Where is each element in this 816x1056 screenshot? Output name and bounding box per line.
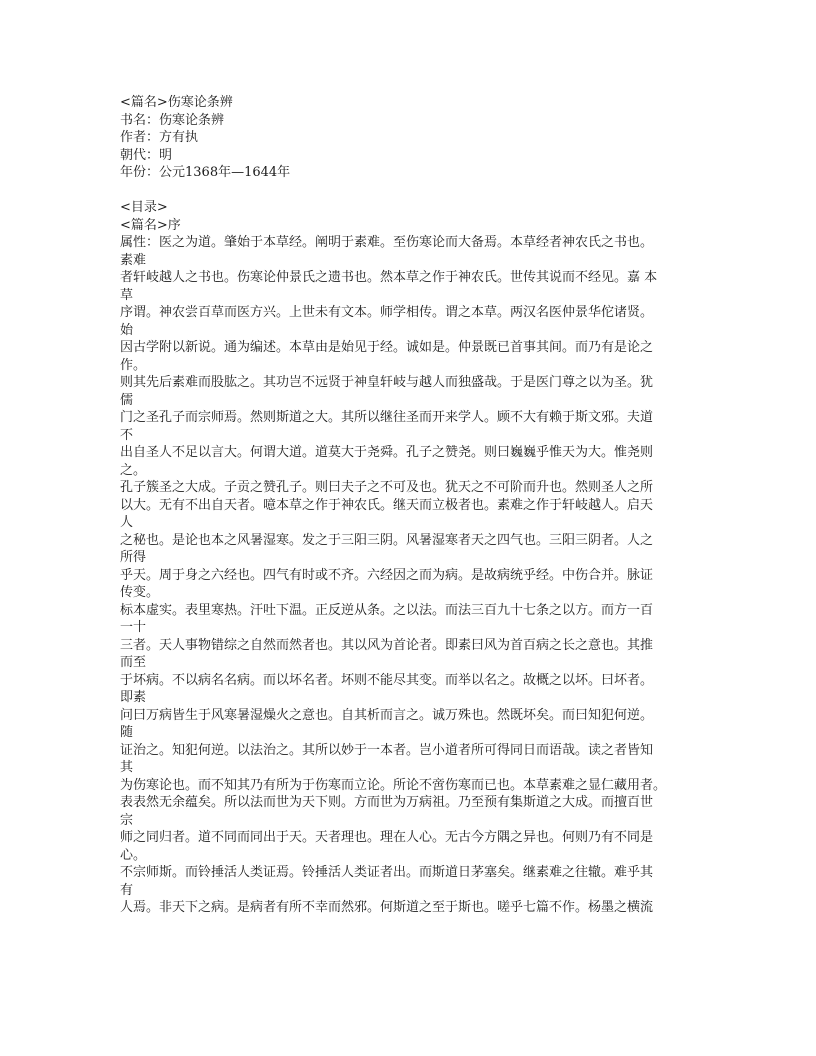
body-text-line: 儒	[120, 392, 134, 408]
body-text-line: 为伤寒论也。而不知其乃有所为于伤寒而立论。所论不啻伤寒而已也。本草素难之显仁藏用者。	[120, 777, 667, 793]
section-title-tag: <篇名>伤寒论条辨	[120, 95, 233, 110]
body-text-line: 以大。无有不出自天者。噫本草之作于神农氏。继天而立极者也。素难之作于轩岐越人。启天	[120, 497, 654, 513]
body-text-line: 一十	[120, 620, 147, 635]
body-text-line: 作。	[120, 357, 147, 373]
body-text-line: 其	[120, 760, 134, 775]
body-text-line: 随	[120, 725, 134, 740]
book-name-line: 书名：伤寒论条辨	[120, 112, 225, 128]
body-text-line: 之。	[120, 462, 147, 478]
body-text-line: 者轩岐越人之书也。伤寒论仲景氏之遗书也。然本草之作于神农氏。世传其说而不经见。嘉 本	[120, 270, 658, 285]
body-text-line: 而至	[120, 655, 147, 670]
body-text-line: 师之同归者。道不同而同出于天。天者理也。理在人心。无古今方隅之异也。何则乃有不同是	[120, 830, 654, 845]
body-text-line: 属性：医之为道。肇始于本草经。阐明于素难。至伤寒论而大备焉。本草经者神农氏之书也。	[120, 235, 654, 250]
body-text-line: 宗	[120, 812, 134, 828]
body-text-line: 即素	[120, 690, 147, 705]
body-text-line: 出自圣人不足以言大。何谓大道。道莫大于尧舜。孔子之赞尧。则曰巍巍乎惟天为大。惟尧则	[120, 445, 654, 460]
years-line: 年份：公元1368年—1644年	[120, 165, 291, 180]
body-text-line: 人	[120, 515, 134, 530]
body-text-line: 有	[120, 882, 134, 898]
dynasty-line: 朝代：明	[120, 147, 173, 163]
spacer	[120, 182, 696, 200]
toc-section	[120, 199, 696, 234]
body-text-line: 门之圣孔子而宗师焉。然则斯道之大。其所以继往圣而开来学人。顾不大有赖于斯文邪。夫道	[120, 410, 654, 425]
document-page	[120, 94, 696, 917]
body-text-line: 孔子簇圣之大成。子贡之赞孔子。则曰夫子之不可及也。犹天之不可阶而升也。然则圣人之所	[120, 480, 654, 495]
body-text-line: 草	[120, 287, 134, 303]
body-text-line: 所得	[120, 550, 147, 565]
preface-body-text	[120, 234, 696, 917]
body-text-line: 标本虚实。表里寒热。汗吐下温。正反逆从条。之以法。而法三百九十七条之以方。而方一百	[120, 602, 654, 618]
body-text-line: 问曰万病皆生于风寒暑湿燥火之意也。自其析而言之。诚万殊也。然既坏矣。而曰知犯何逆。	[120, 707, 654, 723]
body-text-line: 序谓。神农尝百草而医方兴。上世未有文本。师学相传。谓之本草。两汉名医仲景华佗诸贤。	[120, 305, 654, 320]
body-text-line: 因古学附以新说。通为编述。本草由是始见于经。诚如是。仲景既已首事其间。而乃有是论之	[120, 340, 654, 355]
body-text-line: 传变。	[120, 585, 160, 600]
body-text-line: 人焉。非天下之病。是病者有所不幸而然邪。何斯道之至于斯也。嗟乎七篇不作。杨墨之横流	[120, 900, 654, 915]
book-header	[120, 94, 696, 182]
body-text-line: 证治之。知犯何逆。以法治之。其所以妙于一本者。岂小道者所可得同日而语哉。读之者皆知	[120, 742, 654, 758]
body-text-line: 不宗师斯。而铃捶活人类证焉。铃捶活人类证者出。而斯道日茅塞矣。继素难之往辙。难乎其	[120, 865, 654, 880]
preface-title-tag: <篇名>序	[120, 217, 181, 233]
body-text-line: 不	[120, 427, 134, 443]
body-text-line: 素难	[120, 252, 147, 268]
toc-tag: <目录>	[120, 200, 168, 215]
body-text-line: 于坏病。不以病名名病。而以坏名者。坏则不能尽其变。而举以名之。故概之以坏。曰坏者。	[120, 672, 654, 688]
body-text-line: 之秘也。是论也本之风暑湿寒。发之于三阳三阴。风暑湿寒者天之四气也。三阳三阴者。人之	[120, 532, 654, 548]
author-line: 作者：方有执	[120, 130, 199, 145]
body-text-line: 三者。天人事物错综之自然而然者也。其以风为首论者。即素曰风为首百病之长之意也。其推	[120, 637, 654, 653]
body-text-line: 心。	[120, 847, 147, 863]
body-text-line: 表表然无余蕴矣。所以法而世为天下则。方而世为万病祖。乃至预有集斯道之大成。而擅百世	[120, 795, 654, 810]
body-text-line: 则其先后素难而股肱之。其功岂不远贤于神皇轩岐与越人而独盛哉。于是医门尊之以为圣。犹	[120, 375, 654, 390]
body-text-line: 乎天。周于身之六经也。四气有时或不齐。六经因之而为病。是故病统乎经。中伤合并。脉证	[120, 567, 654, 583]
body-text-line: 始	[120, 322, 134, 338]
